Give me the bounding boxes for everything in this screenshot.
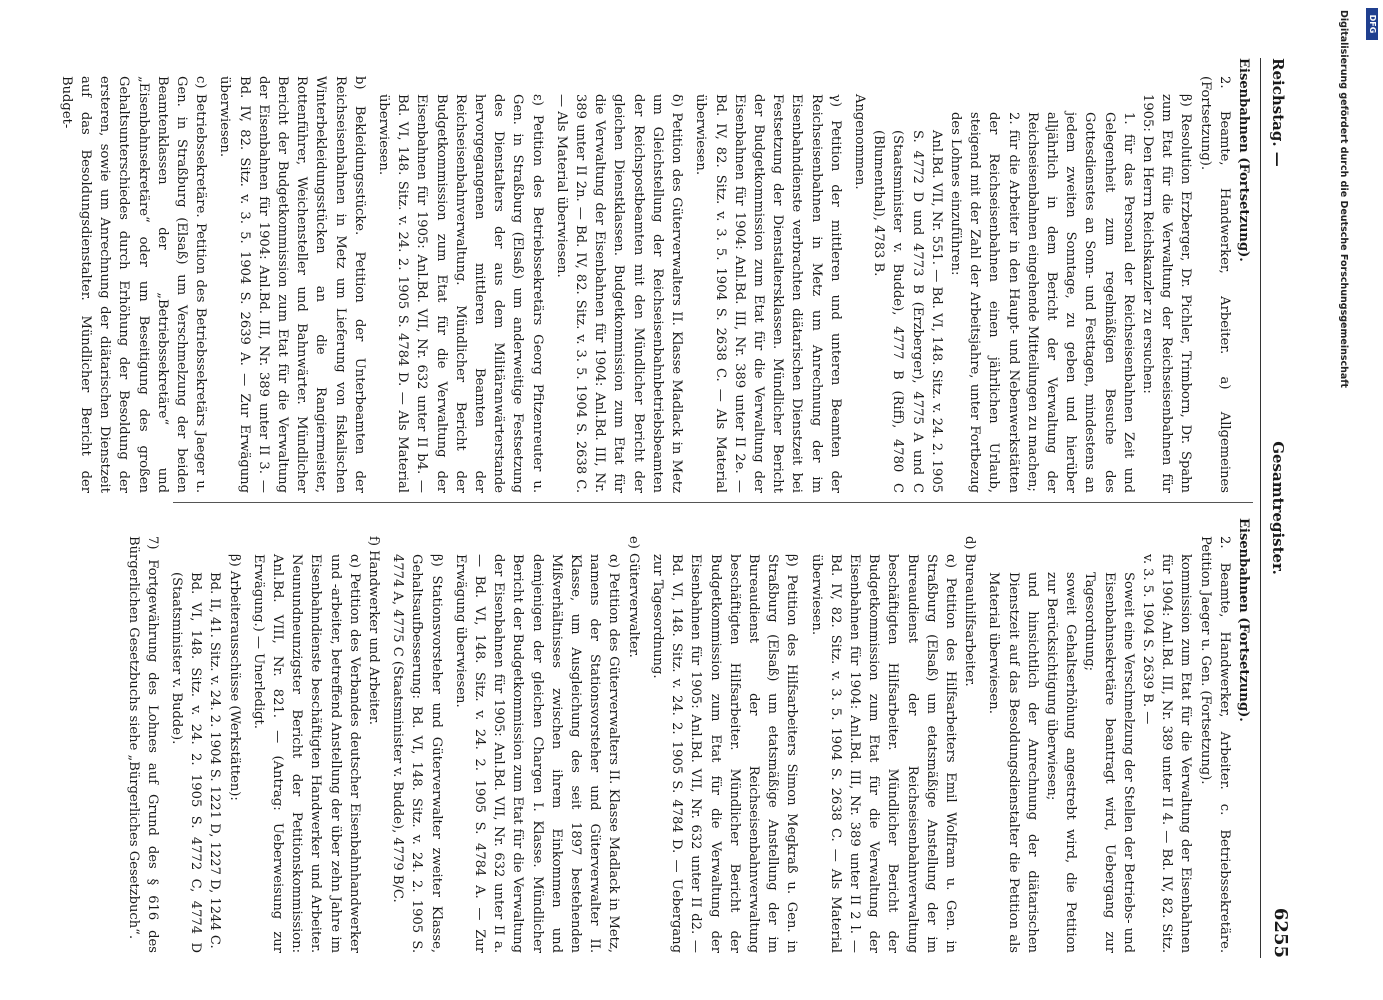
header-rule (1260, 58, 1261, 958)
left-section-title: Eisenbahnen (Fortsetzung). (1236, 58, 1251, 262)
right-paragraph: β) Arbeiterausschüsse (Werkstätten): (226, 554, 242, 801)
right-paragraph: Bd. VI, 148. Sitz. v. 24. 2. 1905 S. 4772 C, 4774 D (Staatsminister v. Budde). (169, 572, 204, 953)
right-paragraph: kommission zum Etat für die Verwaltung der Eisenbahnen für 1904: Anl.Bd. III, Nr. 389 unter II 4. — Bd. IV, 82. Sitz. v. 3. 5. 1904 S. 2639 B. — (1139, 554, 1194, 953)
right-paragraph: β) Stationsvorsteher und Güterverwalter zweiter Klasse, Gehaltsaufbesserung: Bd. VI, 148. Sitz. v. 24. 2. 1905 S. 4774 A, 4775 C (Staatsminister v. Budde), 4779 B/C. (390, 554, 444, 953)
digitization-credit: Digitalisierung gefördert durch die Deutsche Forschungsgemeinschaft (1338, 10, 1349, 388)
column-divider (173, 502, 1253, 503)
header-left: Reichstag. — (1269, 58, 1287, 167)
left-paragraph: c) Betriebssekretäre. Petition des Betriebssekretärs Jaeger u. Gen. in Straßburg (Elsaß) um Verschmelzung der beiden Beamtenklassen der „Betriebssekretäre“ und „Eisenbahnsekretäre“ oder um Beseitigung des großen Gehaltsunterschiedes durch Erhöhung der Besoldung der ersteren, sowie um Anrechnung der diätarischen Dienstzeit auf das Besoldungsdienstalter. Mündlicher Bericht der Budget- (58, 76, 209, 493)
header-center: Gesamtregister. (1269, 441, 1287, 575)
left-paragraph: b) Bekleidungsstücke. Petition der Unterbeamten der Reichseisenbahnen in Metz um Lieferung von fiskalischen Winterbekleidungsstücken an die Rangiermeister, Rottenführer, Weichensteller und Bahnwärter. Mündlicher Bericht der Budgetkommission zum Etat für die Verwaltung der Eisenbahnen für 1904: Anl.Bd. III, Nr. 389 unter II 3. — Bd. IV, 82. Sitz. v. 3. 5. 1904 S. 2639 A. — Zur Erwägung überwiesen. (217, 76, 367, 493)
left-column (58, 58, 1253, 493)
right-column (125, 518, 1253, 953)
right-paragraph: und hinsichtlich der Anrechnung der diätarischen Dienstzeit auf das Besoldungsdienstalter die Petition als Material überwiesen. (986, 572, 1040, 953)
right-paragraph: 2. Beamte, Handwerker, Arbeiter. c. Betriebssekretäre. Petition Jaeger u. Gen. (Fortsetzung). (1197, 536, 1232, 953)
left-paragraph: Anl.Bd. VII, Nr. 551. — Bd. VI, 148. Sitz. v. 24. 2. 1905 S. 4772 D und 4773 B (Erzberger), 4775 A und C (Staatsminister v. Budde), 4777 B (Riff), 4780 C (Blumenthal), 4783 B. (871, 130, 944, 493)
page-number: 6255 (1270, 907, 1291, 958)
right-section-title: Eisenbahnen (Fortsetzung). (1236, 518, 1251, 722)
left-paragraph: 2. für die Arbeiter in den Haupt- und Nebenwerkstätten der Reichseisenbahnen einen jährlichen Urlaub, steigend mit der Zahl der Arbeitsjahre, unter Fortbezug des Lohnes einzuführen: (947, 112, 1021, 493)
right-paragraph: β) Petition des Hilfsarbeiters Simon Megkraß u. Gen. in Straßburg (Elsaß) um etatsmäßige Anstellung der im Bureaudienst der Reichseisenbahnverwaltung beschäftigten Hilfsarbeiter. Mündlicher Bericht der Budgetkommission zum Etat für die Verwaltung der Eisenbahnen für 1905: Anl.Bd. VII, Nr. 632 unter II d2. — Bd. VI, 148. Sitz. v. 24. 2. 1905 S. 4784 D. — Uebergang zur Tagesordnung. (649, 554, 800, 953)
right-paragraph: Soweit eine Verschmelzung der Stellen der Betriebs- und Eisenbahnsekretäre beantragt wird, Uebergang zur Tagesordnung; (1082, 572, 1136, 953)
right-paragraph: soweit Gehaltserhöhung angestrebt wird, die Petition zur Berücksichtigung überwiesen; (1043, 572, 1079, 953)
right-paragraph: d) Bureauhilfsarbeiter. (962, 536, 978, 687)
right-paragraph: α) Petition des Güterverwalters II. Klasse Madlack in Metz, namens der Stationsvorsteher und Güterverwalter II. Klasse, um Ausgleichung des seit 1897 bestehenden Mißverhältnisses zwischen ihrem Einkommen und demjenigen der gleichen Chargen I. Klasse. Mündlicher Bericht der Budgetkommission zum Etat für die Verwaltung der Eisenbahnen für 1905: Anl.Bd. VII, Nr. 632 unter II a. — Bd. VI, 148. Sitz. v. 24. 2. 1905 S. 4784 A. — Zur Erwägung überwiesen. (452, 554, 622, 953)
dfg-logo-text: DFG (1368, 14, 1377, 34)
dfg-logo (1366, 8, 1378, 40)
right-paragraph: e) Güterverwalter. (625, 536, 641, 658)
right-paragraph: Bd. II, 41. Sitz. v. 24. 2. 1904 S. 1221 D, 1227 D, 1244 C. (207, 572, 223, 949)
right-paragraph: α) Petition des Verbandes deutscher Eisenbahnhandwerker und -arbeiter, betreffend Anstellung der über zehn Jahre im Eisenbahndienste beschäftigten Handwerker und Arbeiter. Neunundneunzigster Bericht der Petitionskommission: Anl.Bd. VIII, Nr. 821. — (Antrag: Ueberweisung zur Erwägung.) — Unerledigt. (250, 554, 362, 953)
left-paragraph: ε) Petition des Betriebssekretärs Georg Pfitzenreuter u. Gen. in Straßburg (Elsaß) um anderweitige Festsetzung des Dienstalters der aus dem Militäranwärterstande hervorgegangenen mittleren Beamten der Reichseisenbahnverwaltung. Mündlicher Bericht der Budgetkommission zum Etat für die Verwaltung der Eisenbahnen für 1905: Anl.Bd. VII, Nr. 632 unter II b4. — Bd. VI, 148. Sitz. v. 24. 2. 1905 S. 4784 D. — Als Material überwiesen. (376, 94, 545, 493)
right-paragraph: f) Handwerker und Arbeiter. (366, 536, 382, 725)
page-header (1261, 58, 1291, 958)
left-paragraph: γ) Petition der mittleren und unteren Beamten der Reichseisenbahnen in Metz um Anrechnung der im Eisenbahndienste verbrachten diätarischen Dienstzeit bei Festsetzung der Dienstaltersklassen. Mündlicher Bericht der Budgetkommission zum Etat für die Verwaltung der Eisenbahnen für 1904: Anl.Bd. III, Nr. 389 unter II 2e. — Bd. IV, 82. Sitz. v. 3. 5. 1904 S. 2638 C. — Als Material überwiesen. (693, 94, 843, 493)
left-paragraph: β) Resolution Erzberger, Dr. Pichler, Trimborn, Dr. Spahn zum Etat für die Verwaltung der Reichseisenbahnen für 1905: Den Herrn Reichskanzler zu ersuchen: (1139, 94, 1194, 493)
right-paragraph: α) Petition des Hilfsarbeiters Emil Wolfram u. Gen. in Straßburg (Elsaß) um etatsmäßige Anstellung der im Bureaudienst der Reichseisenbahnverwaltung beschäftigten Hilfsarbeiter. Mündlicher Bericht der Budgetkommission zum Etat für die Verwaltung der Eisenbahnen für 1904: Anl.Bd. III, Nr. 389 unter II 2 l. — Bd. IV, 82. Sitz. v. 3. 5. 1904 S. 2638 C. — Als Material überwiesen. (808, 554, 958, 953)
left-paragraph: 1. für das Personal der Reichseisenbahnen Zeit und Gelegenheit zum regelmäßigen Besuche des Gottesdienstes an Sonn- und Festtagen, mindestens an jedem zweiten Sonntage, zu geben und hierüber alljährlich in dem Bericht der Verwaltung der Reichseisenbahnen eingehende Mitteilungen zu machen; (1024, 112, 1136, 493)
right-paragraph: 7) Fortgewährung des Lohnes auf Grund des § 616 des Bürgerlichen Gesetzbuchs siehe „Bürgerliches Gesetzbuch“. (125, 536, 160, 953)
left-paragraph: Angenommen. (851, 94, 867, 190)
left-paragraph: δ) Petition des Güterverwalters II. Klasse Madlack in Metz um Gleichstellung der Reichseisenbahnbetriebsbeamten der Reichspostbeamten mit den Mündlicher Bericht der gleichen Dienstklassen. Budgetkommission zum Etat für die Verwaltung der Eisenbahnen für 1904: Anl.Bd. III, Nr. 389 unter II 2n. — Bd. IV, 82. Sitz. v. 3. 5. 1904 S. 2638 C. — Als Material überwiesen. (553, 94, 685, 493)
left-paragraph: 2. Beamte, Handwerker, Arbeiter. a) Allgemeines (Fortsetzung). (1197, 76, 1232, 493)
